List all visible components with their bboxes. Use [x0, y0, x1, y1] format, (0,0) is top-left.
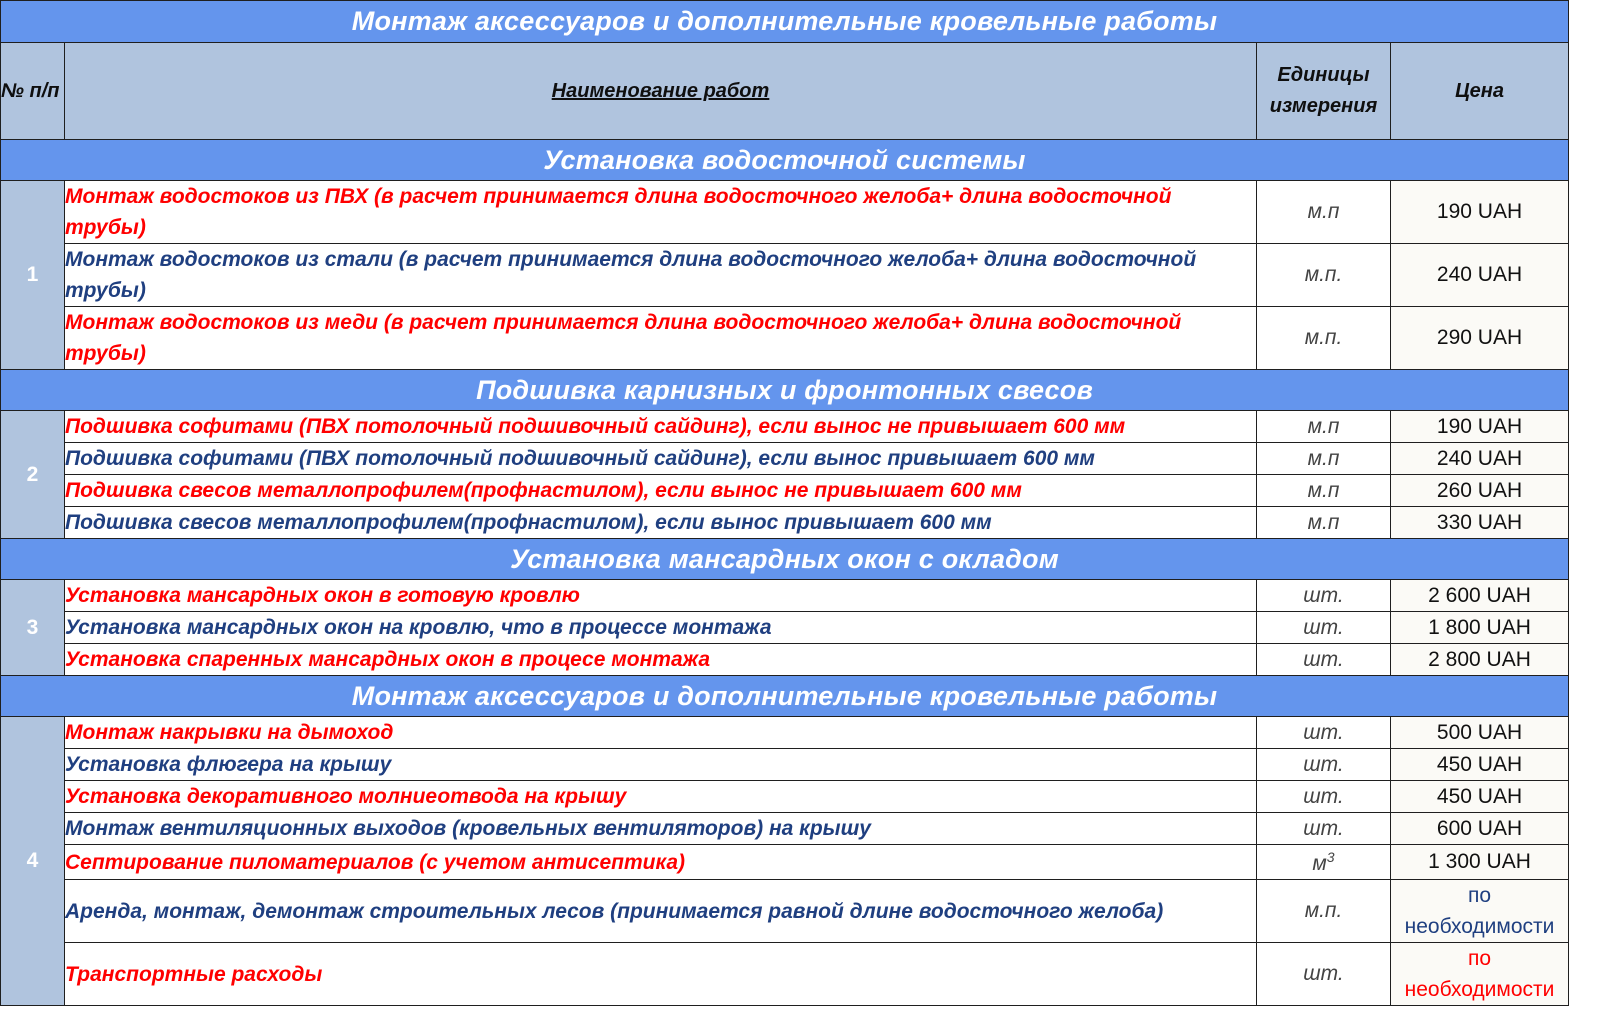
work-unit: м.п [1257, 475, 1391, 507]
work-name: Монтаж вентиляционных выходов (кровельных вентиляторов) на крышу [65, 813, 1257, 845]
work-unit: шт. [1257, 580, 1391, 612]
work-unit: м.п [1257, 411, 1391, 443]
header-num: № п/п [1, 43, 65, 140]
header-price: Цена [1391, 43, 1569, 140]
work-name: Подшивка свесов металлопрофилем(профнастилом), если вынос привышает 600 мм [65, 507, 1257, 539]
work-unit: шт. [1257, 749, 1391, 781]
work-unit: шт. [1257, 781, 1391, 813]
work-price: 450 UAH [1391, 749, 1569, 781]
work-price: 450 UAH [1391, 781, 1569, 813]
work-name: Установка флюгера на крышу [65, 749, 1257, 781]
work-price: 1 800 UAH [1391, 612, 1569, 644]
header-name [65, 43, 1257, 140]
work-name: Монтаж накрывки на дымоход [65, 717, 1257, 749]
section-number: 2 [1, 411, 65, 539]
section-title: Установка водосточной системы [1, 140, 1569, 181]
work-unit: шт. [1257, 943, 1391, 1006]
work-name: Установка декоративного молниеотвода на крышу [65, 781, 1257, 813]
work-unit: шт. [1257, 612, 1391, 644]
work-price: 1 300 UAH [1391, 845, 1569, 880]
work-price: 2 800 UAH [1391, 644, 1569, 676]
work-price: 330 UAH [1391, 507, 1569, 539]
work-unit: шт. [1257, 644, 1391, 676]
section-title: Установка мансардных окон с окладом [1, 539, 1569, 580]
work-price: 190 UAH [1391, 181, 1569, 244]
section-title: Монтаж аксессуаров и дополнительные кровельные работы [1, 676, 1569, 717]
work-name: Подшивка свесов металлопрофилем(профнастилом), если вынос не привышает 600 мм [65, 475, 1257, 507]
work-unit: шт. [1257, 717, 1391, 749]
work-unit: м.п. [1257, 307, 1391, 370]
work-name: Установка мансардных окон на кровлю, что в процессе монтажа [65, 612, 1257, 644]
work-name: Установка мансардных окон в готовую кровлю [65, 580, 1257, 612]
unit-label: м [1312, 851, 1327, 875]
header-unit: Единицы измерения [1257, 43, 1391, 140]
table-title: Монтаж аксессуаров и дополнительные кровельные работы [1, 1, 1569, 43]
section-number: 1 [1, 181, 65, 370]
work-name: Монтаж водостоков из ПВХ (в расчет принимается длина водосточного желоба+ длина водосточной трубы) [65, 181, 1257, 244]
header-name-label: Наименование работ [551, 79, 770, 102]
section-number: 4 [1, 717, 65, 1006]
work-price: 290 UAH [1391, 307, 1569, 370]
work-price: по необходимости [1391, 943, 1569, 1006]
work-unit [1257, 845, 1391, 880]
unit-exponent: 3 [1326, 848, 1335, 865]
work-name: Монтаж водостоков из стали (в расчет принимается длина водосточного желоба+ длина водосточной трубы) [65, 244, 1257, 307]
work-unit: м.п. [1257, 244, 1391, 307]
work-name: Септирование пиломатериалов (с учетом антисептика) [65, 845, 1257, 880]
work-price: 240 UAH [1391, 443, 1569, 475]
work-name: Установка спаренных мансардных окон в процесе монтажа [65, 644, 1257, 676]
work-price: по необходимости [1391, 880, 1569, 943]
work-unit: м.п [1257, 443, 1391, 475]
work-name: Монтаж водостоков из меди (в расчет принимается длина водосточного желоба+ длина водосточной трубы) [65, 307, 1257, 370]
work-price: 2 600 UAH [1391, 580, 1569, 612]
work-unit: м.п [1257, 507, 1391, 539]
work-name: Аренда, монтаж, демонтаж строительных лесов (принимается равной длине водосточного желоба) [65, 880, 1257, 943]
work-unit: м.п [1257, 181, 1391, 244]
work-name: Подшивка софитами (ПВХ потолочный подшивочный сайдинг), если вынос не привышает 600 мм [65, 411, 1257, 443]
work-name: Транспортные расходы [65, 943, 1257, 1006]
section-title: Подшивка карнизных и фронтонных свесов [1, 370, 1569, 411]
work-price: 260 UAH [1391, 475, 1569, 507]
work-unit: м.п. [1257, 880, 1391, 943]
section-number: 3 [1, 580, 65, 676]
work-price: 190 UAH [1391, 411, 1569, 443]
work-price: 240 UAH [1391, 244, 1569, 307]
work-unit: шт. [1257, 813, 1391, 845]
work-price: 500 UAH [1391, 717, 1569, 749]
work-name: Подшивка софитами (ПВХ потолочный подшивочный сайдинг), если вынос привышает 600 мм [65, 443, 1257, 475]
work-price: 600 UAH [1391, 813, 1569, 845]
